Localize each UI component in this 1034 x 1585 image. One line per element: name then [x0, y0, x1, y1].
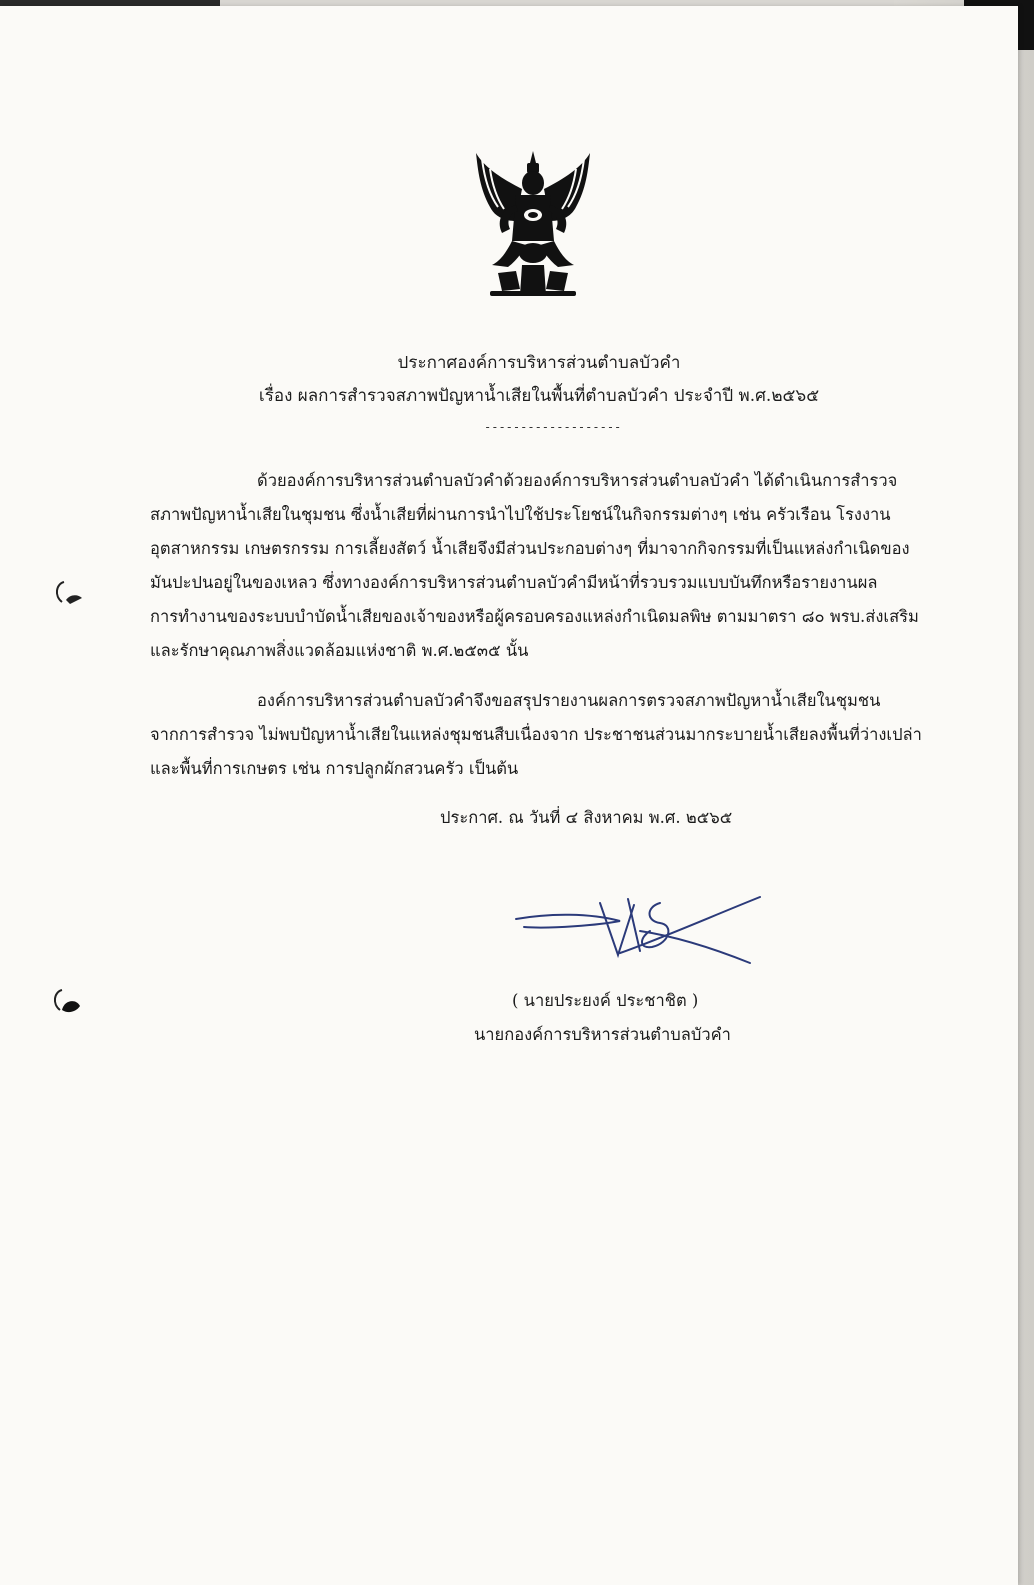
document-page	[0, 6, 1018, 1585]
handwritten-signature	[510, 891, 770, 971]
paragraph-1	[150, 464, 919, 668]
separator-line: -------------------	[484, 420, 622, 434]
punch-hole-icon	[46, 982, 86, 1018]
paragraph-line: การทำงานของระบบบำบัดน้ำเสียของเจ้าของหรือผู้ครอบครองแหล่งกำเนิดมลพิษ ตามมาตรา ๘๐ พรบ.ส่งเสริม	[150, 607, 919, 626]
paragraph-2	[150, 684, 922, 786]
garuda-emblem-icon	[472, 149, 594, 299]
paragraph-line: สภาพปัญหาน้ำเสียในชุมชน ซึ่งน้ำเสียที่ผ่านการนำไปใช้ประโยชน์ในกิจกรรมต่างๆ เช่น ครัวเรือน โรงงาน	[150, 505, 891, 524]
paragraph-line: องค์การบริหารส่วนตำบลบัวคำจึงขอสรุปรายงานผลการตรวจสภาพปัญหาน้ำเสียในชุมชน	[257, 691, 881, 710]
signer-title: นายกองค์การบริหารส่วนตำบลบัวคำ	[474, 1025, 731, 1044]
punch-hole-icon	[48, 574, 88, 610]
paragraph-line: จากการสำรวจ ไม่พบปัญหาน้ำเสียในแหล่งชุมชนสืบเนื่องจาก ประชาชนส่วนมากระบายน้ำเสียลงพื้นที่ว่างเปล่า	[150, 725, 922, 744]
paragraph-line: อุตสาหกรรม เกษตรกรรม การเลี้ยงสัตว์ น้ำเสียจึงมีส่วนประกอบต่างๆ ที่มาจากกิจกรรมที่เป็นแหล่งกำเนิดของ	[150, 539, 910, 558]
paragraph-line: และพื้นที่การเกษตร เช่น การปลูกผักสวนครัว เป็นต้น	[150, 759, 519, 778]
announcement-title: ประกาศองค์การบริหารส่วนตำบลบัวคำ	[397, 353, 681, 373]
announce-date: ประกาศ. ณ วันที่ ๔ สิงหาคม พ.ศ. ๒๕๖๕	[440, 808, 733, 827]
paragraph-line: ด้วยองค์การบริหารส่วนตำบลบัวคำด้วยองค์การบริหารส่วนตำบลบัวคำ ได้ดำเนินการสำรวจ	[257, 471, 898, 490]
paragraph-line: มันปะปนอยู่ในของเหลว ซึ่งทางองค์การบริหารส่วนตำบลบัวคำมีหน้าที่รวบรวมแบบบันทึกหรือรายงานผล	[150, 573, 878, 592]
announcement-subject: เรื่อง ผลการสำรวจสภาพปัญหาน้ำเสียในพื้นที่ตำบลบัวคำ ประจำปี พ.ศ.๒๕๖๕	[258, 386, 820, 406]
signer-name: ( นายประยงค์ ประชาชิต )	[512, 991, 699, 1010]
paragraph-line: และรักษาคุณภาพสิ่งแวดล้อมแห่งชาติ พ.ศ.๒๕๓๕ นั้น	[150, 641, 529, 660]
